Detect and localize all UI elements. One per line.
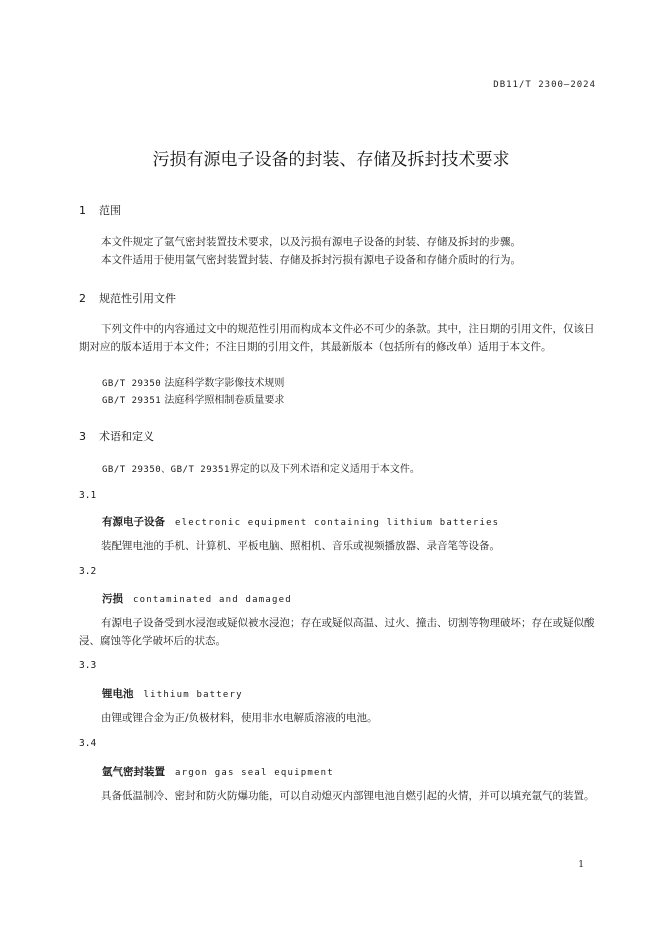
term-definition: 装配锂电池的手机、计算机、平板电脑、照相机、音乐或视频播放器、录音笔等设备。 [101, 540, 500, 552]
clause-number: 3.4 [79, 738, 97, 749]
term-chinese: 有源电子设备 [102, 516, 165, 528]
term-english: contaminated and damaged [133, 595, 292, 605]
reference-title: 法庭科学照相制卷质量要求 [164, 395, 285, 406]
page-number: 1 [578, 860, 584, 870]
section-number: 3 [79, 430, 86, 443]
reference-code: GB/T 29350 [102, 379, 162, 389]
term-entry [102, 514, 499, 529]
term-definition: 有源电子设备受到水浸泡或疑似被水浸泡；存在或疑似高温、过火、撞击、切割等物理破坏；存在或疑似酸浸、腐蚀等化学破坏后的状态。 [79, 617, 595, 647]
clause-number: 3.2 [79, 566, 97, 577]
section-heading-terms [79, 428, 154, 444]
section-number: 2 [79, 292, 86, 305]
term-entry [102, 686, 243, 701]
section-heading-normative-references [79, 290, 176, 306]
document-number: DB11/T 2300—2024 [493, 80, 596, 90]
term-english: argon gas seal equipment [175, 768, 334, 778]
document-title: 污损有源电子设备的封装、存储及拆封技术要求 [152, 150, 510, 170]
term-entry [102, 764, 334, 779]
section-title: 术语和定义 [99, 430, 154, 443]
references-paragraph: 下列文件中的内容通过文中的规范性引用而构成本文件必不可少的条款。其中，注日期的引用文件，仅该日期对应的版本适用于本文件；不注日期的引用文件，其最新版本（包括所有的修改单）适用于本文件。 [79, 323, 595, 353]
terms-intro [102, 460, 420, 475]
clause-number: 3.3 [79, 660, 97, 671]
term-entry [102, 591, 292, 606]
section-title: 范围 [99, 204, 121, 217]
term-chinese: 污损 [102, 593, 123, 605]
terms-intro-text: 界定的以及下列术语和定义适用于本文件。 [229, 464, 420, 475]
terms-intro-codes: GB/T 29350、GB/T 29351 [102, 465, 230, 475]
reference-code: GB/T 29351 [102, 396, 162, 406]
reference-title: 法庭科学数字影像技术规则 [164, 378, 285, 389]
term-definition: 由锂或锂合金为正/负极材料，使用非水电解质溶液的电池。 [101, 712, 378, 724]
term-english: electronic equipment containing lithium batteries [175, 518, 500, 528]
clause-number: 3.1 [79, 490, 97, 501]
scope-paragraph-1: 本文件规定了氩气密封装置技术要求，以及污损有源电子设备的封装、存储及拆封的步骤。 [101, 236, 521, 248]
scope-paragraph-2: 本文件适用于使用氩气密封装置封装、存储及拆封污损有源电子设备和存储介质时的行为。 [101, 254, 521, 266]
term-definition: 具备低温制冷、密封和防火防爆功能，可以自动熄灭内部锂电池自燃引起的火情，并可以填充氩气的装置。 [101, 790, 595, 802]
section-number: 1 [79, 204, 86, 217]
section-title: 规范性引用文件 [99, 292, 176, 305]
term-english: lithium battery [143, 690, 243, 700]
term-chinese: 氩气密封装置 [102, 766, 165, 778]
reference-item [102, 374, 284, 389]
section-heading-scope [79, 202, 121, 218]
term-chinese: 锂电池 [102, 688, 134, 700]
reference-item [102, 391, 284, 406]
